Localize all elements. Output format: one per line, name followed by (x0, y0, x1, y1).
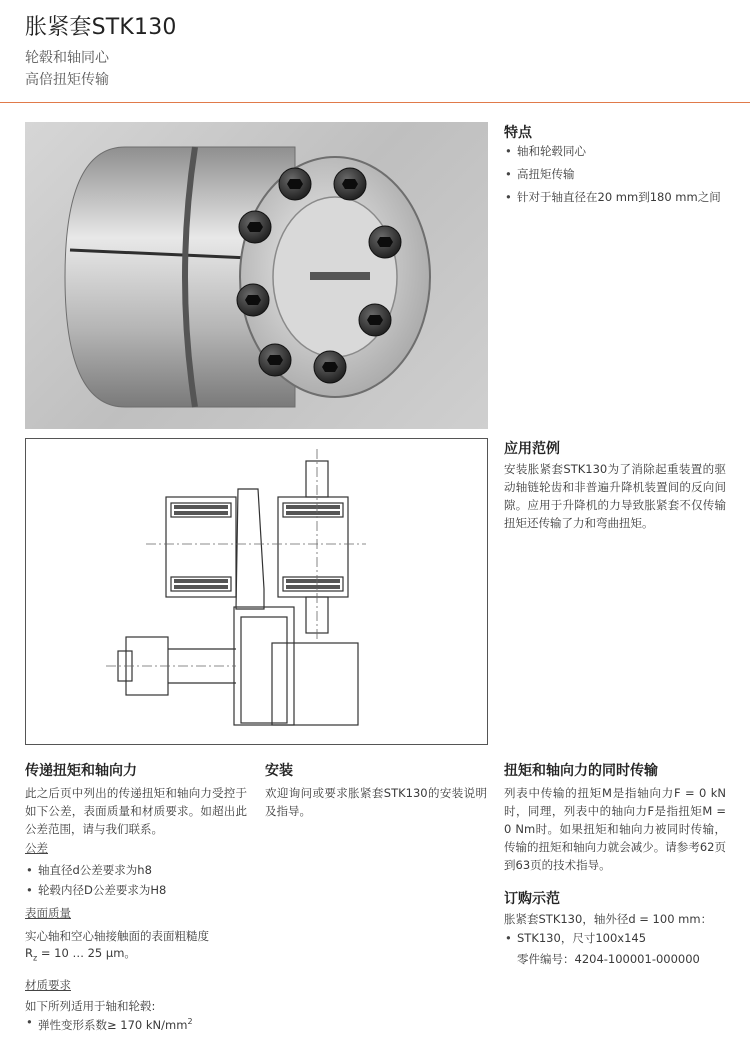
simultaneous-heading: 扭矩和轴向力的同时传输 (504, 763, 658, 779)
roughness-subscript: z (33, 953, 38, 963)
torque-heading: 传递扭矩和轴向力 (25, 763, 137, 779)
roughness-symbol: R (25, 946, 33, 960)
list-item: • 针对于轴直径在20 mm到180 mm之间 (504, 186, 734, 209)
page-title: 胀紧套STK130 (25, 15, 177, 40)
list-item (25, 1012, 247, 1035)
tolerance-list (25, 860, 247, 900)
locking-assembly-illustration (25, 122, 488, 429)
subtitle-concentric: 轮毂和轴同心 (25, 50, 109, 66)
list-item: • 轴和轮毂同心 (504, 140, 734, 163)
surface-roughness (25, 944, 247, 967)
torque-text: 此之后页中列出的传递扭矩和轴向力受控于如下公差，表面质量和材质要求。如超出此公差范围，请与我们联系。 (25, 786, 247, 836)
section-drawing-illustration (26, 439, 488, 745)
header-divider (0, 102, 750, 103)
tolerance-heading: 公差 (25, 841, 48, 855)
install-text: 欢迎询问或要求胀紧套STK130的安装说明及指导。 (265, 786, 487, 818)
material-list (25, 1012, 247, 1035)
order-heading: 订购示范 (504, 891, 560, 907)
subtitle-torque: 高倍扭矩传输 (25, 72, 109, 88)
surface-text: 实心轴和空心轴接触面的表面粗糙度 (25, 929, 209, 943)
features-list (504, 140, 734, 209)
order-text: 胀紧套STK130，轴外径d = 100 mm： (504, 912, 713, 926)
part-number: 零件编号：4204-100001-000000 (517, 952, 700, 966)
material-text: 如下所列适用于轴和轮毂: (25, 999, 156, 1013)
list-item: • 轮毂内径D公差要求为H8 (25, 880, 247, 900)
material-heading: 材质要求 (25, 978, 71, 992)
application-drawing (25, 438, 488, 745)
surface-heading: 表面质量 (25, 906, 71, 920)
application-text: 安装胀紧套STK130为了消除起重装置的驱动轴链轮齿和非普遍升降机装置间的反向间隙。应用于升降机的力导致胀紧套不仅传输扭矩还传输了力和弯曲扭矩。 (504, 462, 726, 530)
list-item: • STK130，尺寸100x145 (504, 928, 734, 948)
elasticity-superscript: 2 (187, 1017, 193, 1026)
features-heading: 特点 (504, 125, 532, 141)
elasticity-text: 弹性变形系数≥ 170 kN/mm (38, 1017, 188, 1032)
product-photo (25, 122, 488, 429)
order-list (504, 928, 734, 948)
install-heading: 安装 (265, 763, 293, 779)
simultaneous-text: 列表中传输的扭矩M是指轴向力F = 0 kN时，同理，列表中的轴向力F是指扭矩M = 0 Nm时。如果扭矩和轴向力被同时传输，传输的扭矩和轴向力就会减少。请参考62页到63页的技术指导。 (504, 786, 726, 872)
list-item: • 轴直径d公差要求为h8 (25, 860, 247, 880)
list-item: • 高扭矩传输 (504, 163, 734, 186)
roughness-value: = 10 … 25 µm。 (37, 946, 136, 960)
application-heading: 应用范例 (504, 441, 560, 457)
